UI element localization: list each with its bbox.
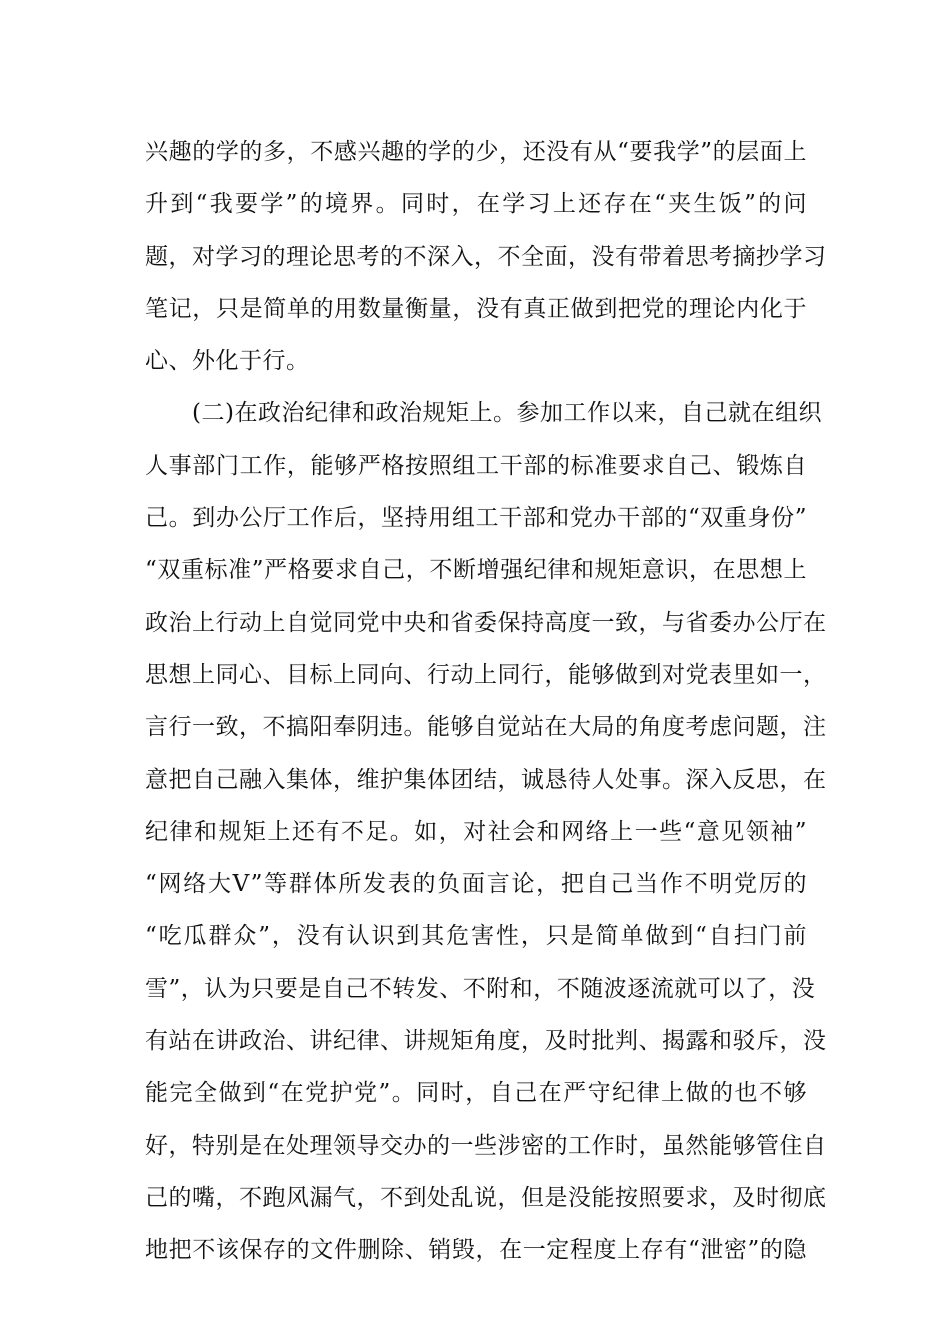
text-line: “双重标准”严格要求自己，不断增强纪律和规矩意识，在思想上 [145, 557, 807, 584]
text-line: 政治上行动上自觉同党中央和省委保持高度一致，与省委办公厅在 [145, 609, 827, 636]
paragraph-2 [145, 387, 827, 1276]
text-line: 纪律和规矩上还有不足。如，对社会和网络上一些“意见领袖” [145, 818, 807, 845]
paragraph-1 [145, 126, 827, 387]
text-line: 雪”，认为只要是自己不转发、不附和，不随波逐流就可以了，没 [145, 975, 816, 1002]
document-body [145, 126, 827, 1277]
text-line: 思想上同心、目标上同向、行动上同行，能够做到对党表里如一， [145, 661, 827, 688]
text-line: 己。到办公厅工作后，坚持用组工干部和党办干部的“双重身份” [145, 505, 807, 532]
text-line: 升到“我要学”的境界。同时，在学习上还存在“夹生饭”的问 [145, 191, 807, 218]
text-line: 人事部门工作，能够严格按照组工干部的标准要求自己、锻炼自 [145, 452, 807, 479]
text-line: “吃瓜群众”，没有认识到其危害性，只是简单做到“自扫门前 [145, 923, 807, 950]
text-line: 意把自己融入集体，维护集体团结，诚恳待人处事。深入反思，在 [145, 766, 827, 793]
text-line: 兴趣的学的多，不感兴趣的学的少，还没有从“要我学”的层面上 [145, 139, 807, 165]
text-line: 题，对学习的理论思考的不深入，不全面，没有带着思考摘抄学习 [145, 243, 827, 270]
paragraph-heading-line: (二)在政治纪律和政治规矩上。参加工作以来，自己就在组织 [145, 400, 822, 427]
text-line: 言行一致，不搞阳奉阴违。能够自觉站在大局的角度考虑问题，注 [145, 714, 827, 741]
text-line: 能完全做到“在党护党”。同时，自己在严守纪律上做的也不够 [145, 1080, 807, 1107]
text-line: “网络大V”等群体所发表的负面言论，把自己当作不明党厉的 [145, 871, 807, 898]
text-line: 好，特别是在处理领导交办的一些涉密的工作时，虽然能够管住自 [145, 1132, 827, 1159]
text-line: 地把不该保存的文件删除、销毁，在一定程度上存有“泄密”的隐 [145, 1237, 807, 1264]
text-line: 有站在讲政治、讲纪律、讲规矩角度，及时批判、揭露和驳斥，没 [145, 1028, 827, 1055]
text-line: 己的嘴，不跑风漏气，不到处乱说，但是没能按照要求，及时彻底 [145, 1184, 827, 1211]
text-line: 心、外化于行。 [145, 348, 310, 375]
text-line: 笔记，只是简单的用数量衡量，没有真正做到把党的理论内化于 [145, 295, 807, 322]
